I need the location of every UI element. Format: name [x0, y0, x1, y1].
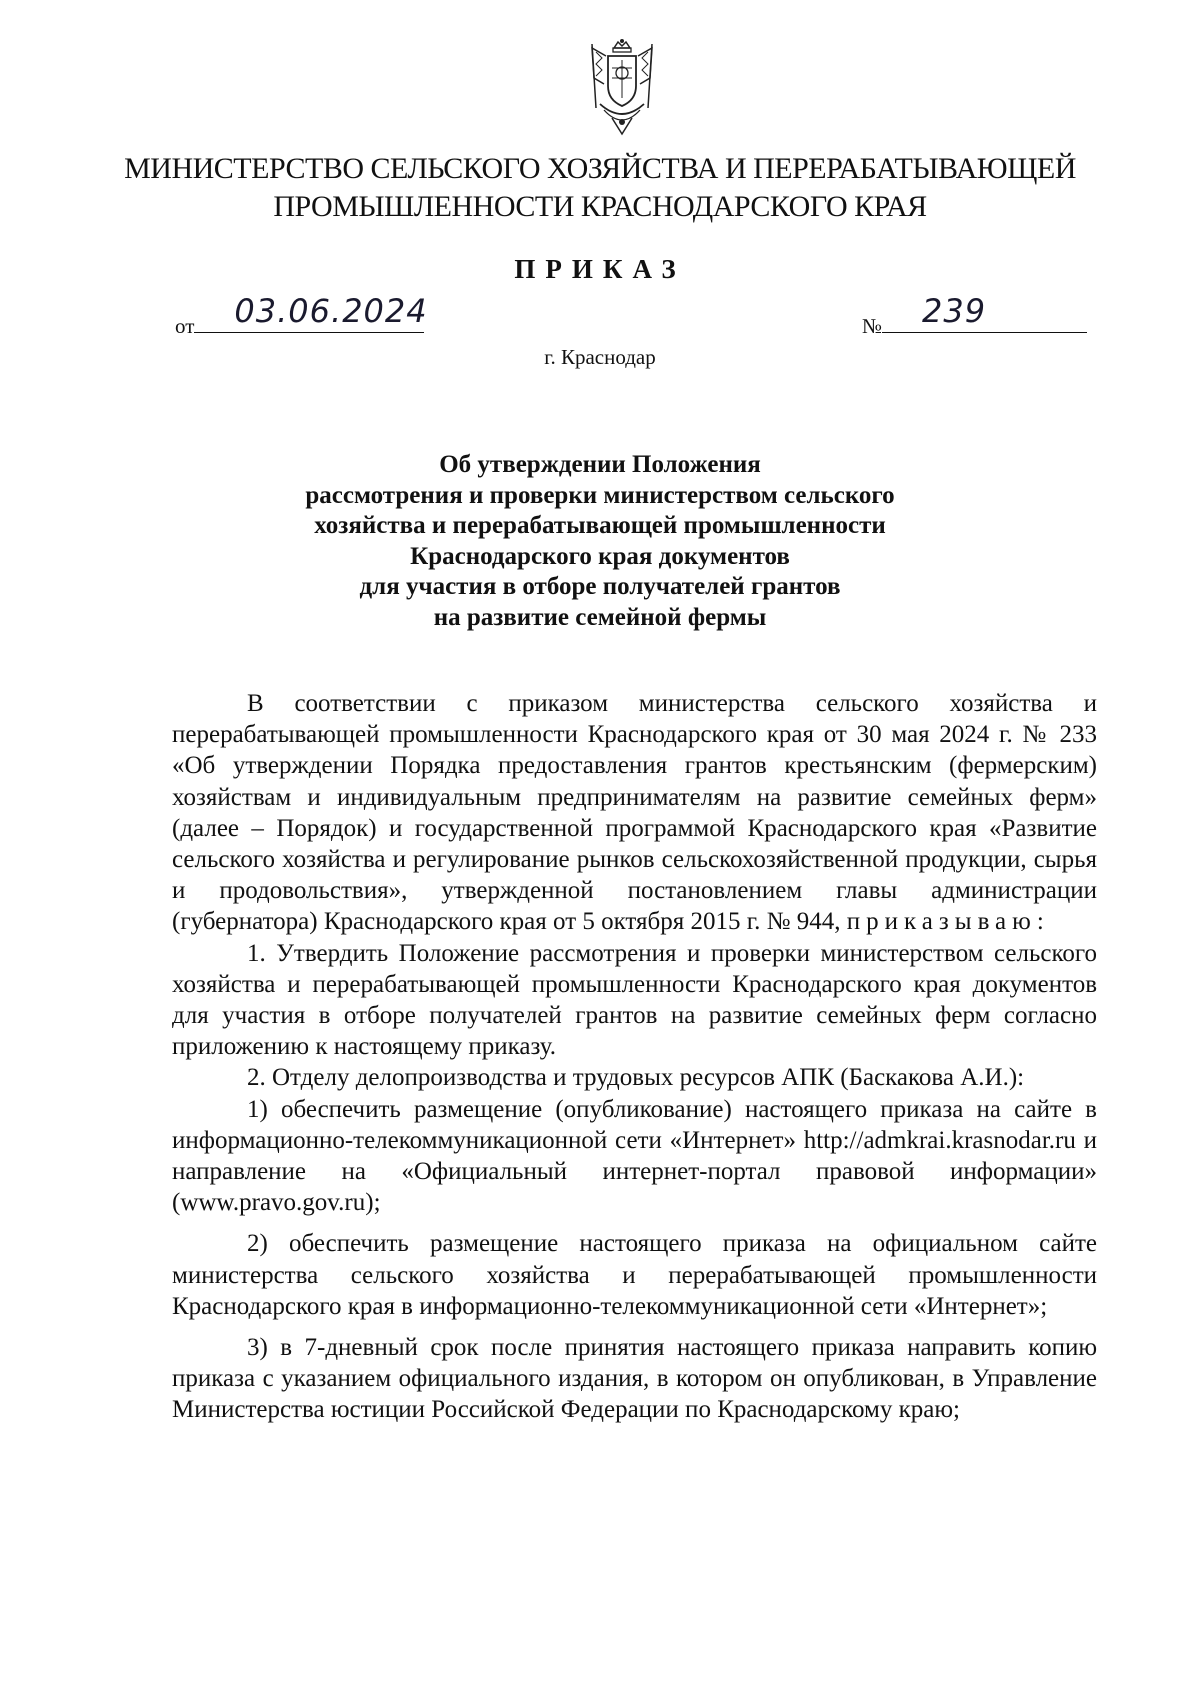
- order-date: [175, 292, 428, 339]
- subject-line-4: Краснодарского края документов: [410, 542, 790, 570]
- preamble-paragraph: [172, 688, 1097, 938]
- city: г. Краснодар: [544, 345, 656, 369]
- krasnodar-coat-of-arms-icon: [582, 38, 662, 138]
- order-body: [172, 688, 1097, 1426]
- item-2-paragraph: 2. Отделу делопроизводства и трудовых ресурсов АПК (Баскакова А.И.):: [247, 1064, 1025, 1092]
- subject-line-6: на развитие семейной фермы: [433, 603, 767, 631]
- item-2-1-paragraph: 1) обеспечить размещение (опубликование) настоящего приказа на сайте в информационно-телекоммуникационной сети «Интернет» http://admkrai.krasnodar.ru и направление на «Официальный интернет-портал правовой информации» (www.pravo.gov.ru);: [172, 1095, 1097, 1217]
- number-label: №: [862, 314, 883, 338]
- subject-line-3: хозяйства и перерабатывающей промышленности: [314, 512, 886, 539]
- order-subject: [250, 450, 950, 633]
- subject-line-1: Об утверждении Положения: [439, 451, 761, 478]
- item-2-2-paragraph: 2) обеспечить размещение настоящего приказа на официальном сайте министерства сельского хозяйства и перерабатывающей промышленности Краснодарского края в информационно-телекоммуникационной сети «Интернет»;: [172, 1230, 1097, 1320]
- date-underline: [194, 292, 428, 333]
- item-1-paragraph: 1. Утвердить Положение рассмотрения и проверки министерством сельского хозяйства и перерабатывающей промышленности Краснодарского края документов для участия в отборе получателей грантов на развитие семейных ферм согласно приложению к настоящему приказу.: [172, 939, 1097, 1061]
- ministry-name-line-1: МИНИСТЕРСТВО СЕЛЬСКОГО ХОЗЯЙСТВА И ПЕРЕРАБАТЫВАЮЩЕЙ: [124, 152, 1076, 185]
- ministry-name-line-2: ПРОМЫШЛЕННОСТИ КРАСНОДАРСКОГО КРАЯ: [273, 190, 927, 223]
- item-2-3-paragraph: 3) в 7-дневный срок после принятия настоящего приказа направить копию приказа с указанием официального издания, в котором он опубликован, в Управление Министерства юстиции Российской Федерации по Краснодарскому краю;: [172, 1334, 1097, 1424]
- subject-line-5: для участия в отборе получателей грантов: [359, 573, 841, 600]
- order-number: [862, 292, 1087, 339]
- number-handwritten: 239: [922, 292, 987, 330]
- preamble-text: В соответствии с приказом министерства сельского хозяйства и перерабатывающей промышленности Краснодарского края от 30 мая 2024 г. № 233 «Об утверждении Порядка предоставления грантов крестьянским (фермерским) хозяйствам и индивидуальным предпринимателям на развитие семейных ферм» (далее – Порядок) и государственной программой Краснодарского края «Развитие сельского хозяйства и регулирование рынков сельскохозяйственной продукции, сырья и продовольствия», утвержденной постановлением главы администрации (губернатора) Краснодарского края от 5 октября 2015 г. № 944,: [172, 690, 1097, 936]
- order-title: ПРИКАЗ: [514, 254, 686, 284]
- ministry-name: [100, 150, 1100, 226]
- order-word: приказываю:: [846, 908, 1050, 936]
- subject-line-2: рассмотрения и проверки министерством сельского: [305, 481, 895, 509]
- date-label: от: [175, 314, 195, 338]
- date-handwritten: 03.06.2024: [234, 292, 428, 330]
- number-underline: [882, 292, 1087, 333]
